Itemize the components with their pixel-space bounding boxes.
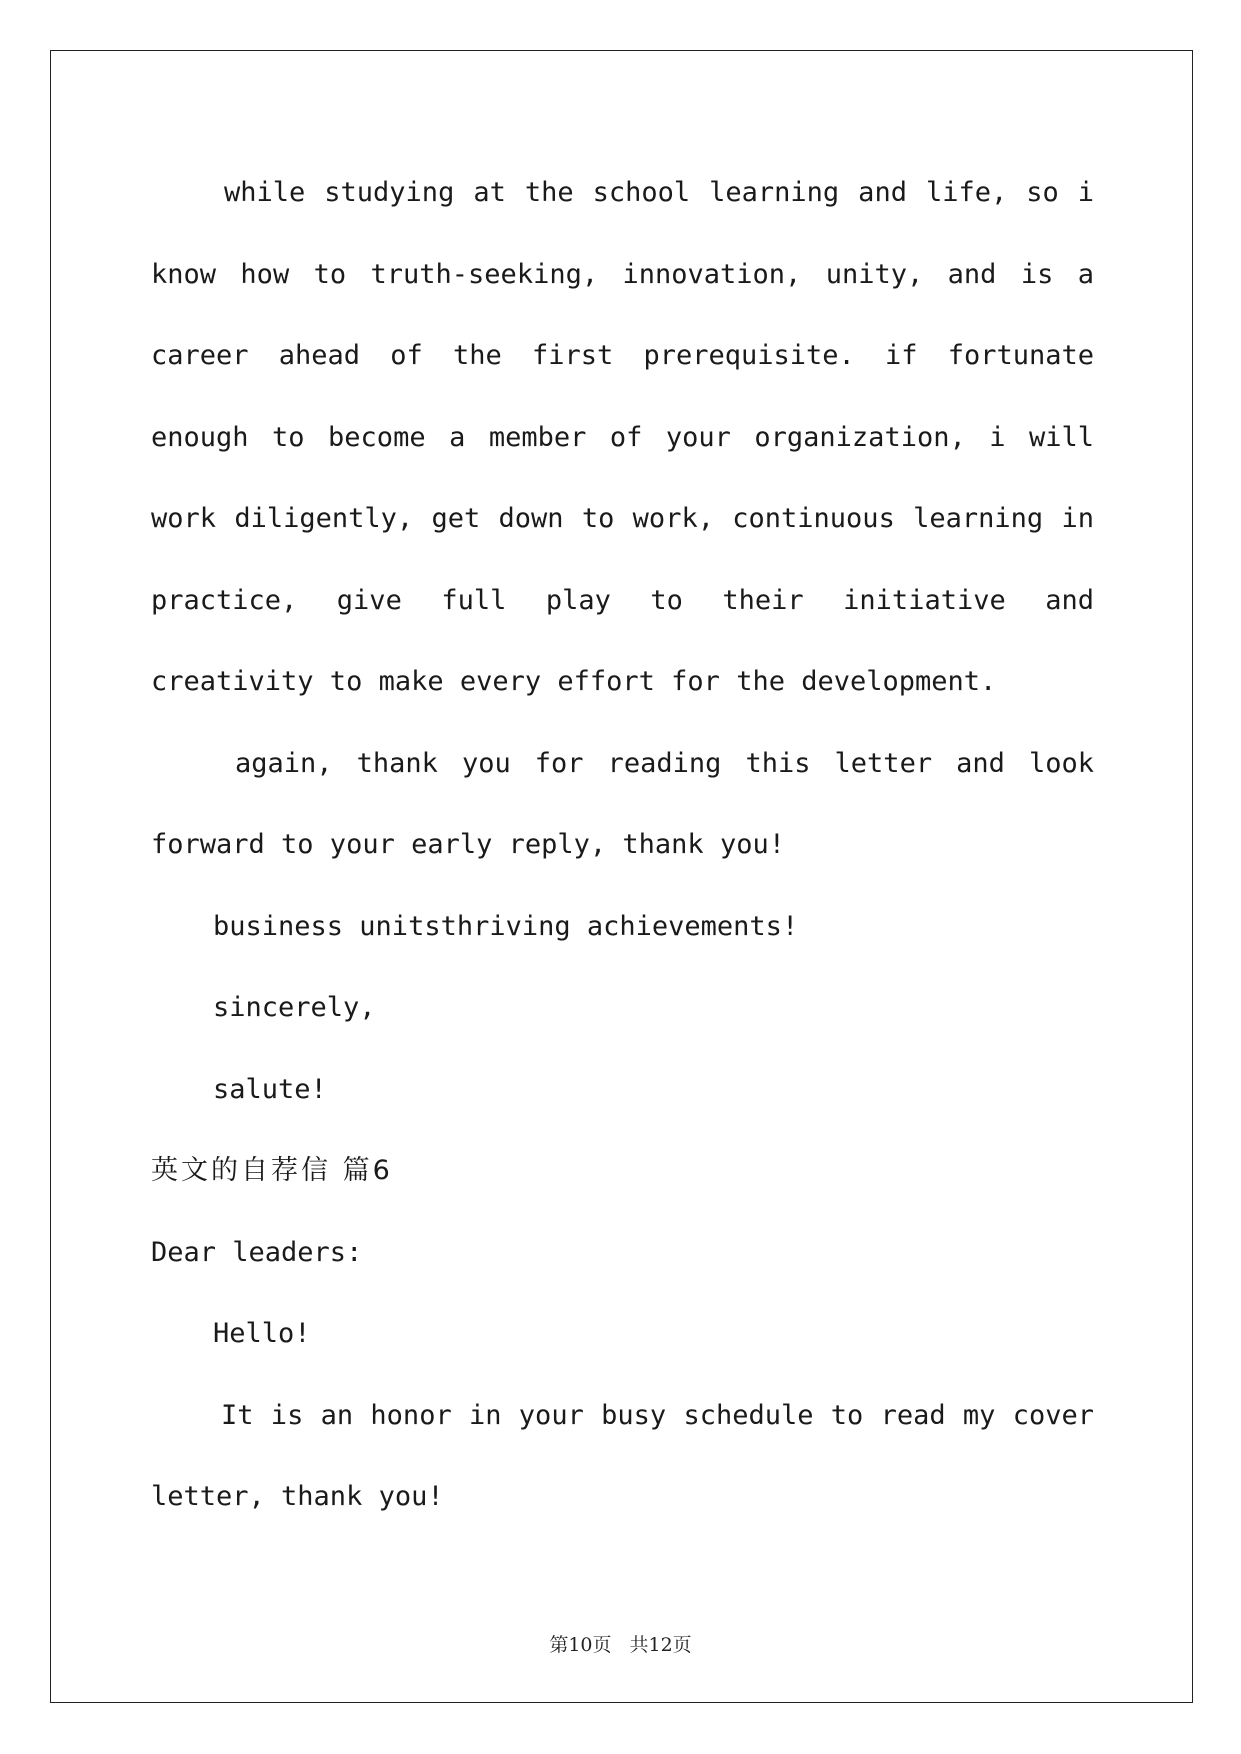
closing-sincerely: sincerely, (213, 992, 376, 1023)
page-number: 第10页 (549, 1634, 612, 1656)
greeting: Hello! (213, 1318, 311, 1349)
paragraph-honor: It is an honor in your busy schedule to read my cover letter, thank you! (151, 1399, 1094, 1512)
salutation: Dear leaders: (151, 1236, 363, 1268)
closing-wish: business unitsthriving achievements! (213, 910, 799, 942)
paragraph-studying: while studying at the school learning and life, so i know how to truth-seeking, innovation, unity, and is a career ahead of the first prerequisite. if fortunate enough to become a member of your organization, i will work diligently, get down to work, continuous learning in practice, give full play to their initiative and creativity to make every effort for the development. (151, 177, 1094, 697)
page-footer (0, 1630, 1241, 1657)
section-heading: 英文的自荐信 篇6 (151, 1155, 393, 1186)
paragraph-thank-you: again, thank you for reading this letter and look forward to your early reply, thank you! (151, 747, 1094, 860)
letter-body (151, 152, 1094, 1538)
closing-salute: salute! (213, 1073, 327, 1105)
page-total: 共12页 (629, 1634, 692, 1656)
